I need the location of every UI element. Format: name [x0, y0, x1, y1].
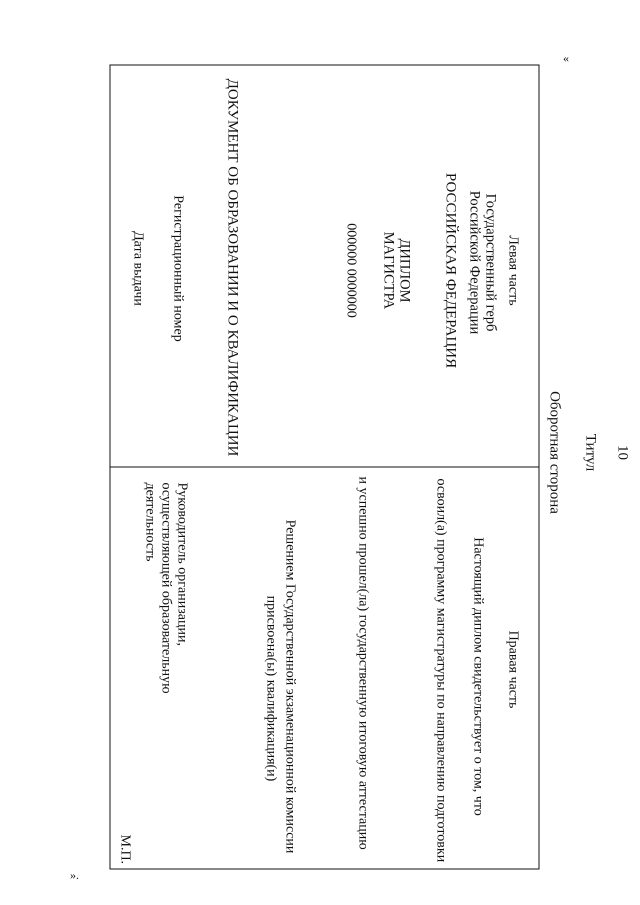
signatory-line-2: осуществляющей образовательную	[158, 482, 173, 694]
registration-number-label: Регистрационный номер	[170, 194, 185, 342]
closing-quote-mark: ».	[70, 868, 79, 882]
frame-divider	[109, 466, 539, 467]
stamp-placeholder: М.П.	[117, 834, 132, 864]
document-type	[380, 231, 412, 308]
page-number: 10	[614, 444, 630, 460]
emblem-line-2: Российской Федерации	[466, 190, 482, 334]
opening-quote-mark: «	[563, 51, 569, 65]
page-title: Титул	[582, 433, 598, 471]
document-type-line-1: ДИПЛОМ	[396, 237, 412, 303]
signatory-line-1: Руководитель организации,	[174, 482, 189, 646]
country-name: РОССИЙСКАЯ ФЕДЕРАЦИЯ	[442, 172, 458, 368]
state-emblem-placeholder	[466, 142, 498, 382]
signatory-line-3: деятельность	[142, 482, 157, 562]
right-part-heading: Правая часть	[505, 630, 520, 708]
serial-number: 000000 0000000	[343, 222, 358, 318]
certification-statement: Настоящий диплом свидетельствует о том, что	[470, 536, 485, 816]
commission-decision: Решением Государственной экзаменационной комиссии	[282, 519, 297, 853]
left-part-heading: Левая часть	[505, 234, 520, 306]
issue-date-label: Дата выдачи	[130, 230, 145, 306]
side-label: Оборотная сторона	[546, 390, 562, 514]
qualification-awarded: присвоена(ы) квалификация(и)	[263, 595, 278, 781]
program-statement: освоил(а) программу магистратуры по направлению подготовки	[433, 478, 448, 862]
document-category: ДОКУМЕНТ ОБ ОБРАЗОВАНИИ И О КВАЛИФИКАЦИИ	[224, 78, 240, 456]
attestation-statement: и успешно прошел(ла) государственную итоговую аттестацию	[355, 476, 370, 850]
document-type-line-2: МАГИСТРА	[380, 231, 396, 309]
emblem-line-1: Государственный герб	[482, 193, 498, 331]
signatory-block	[141, 482, 189, 742]
